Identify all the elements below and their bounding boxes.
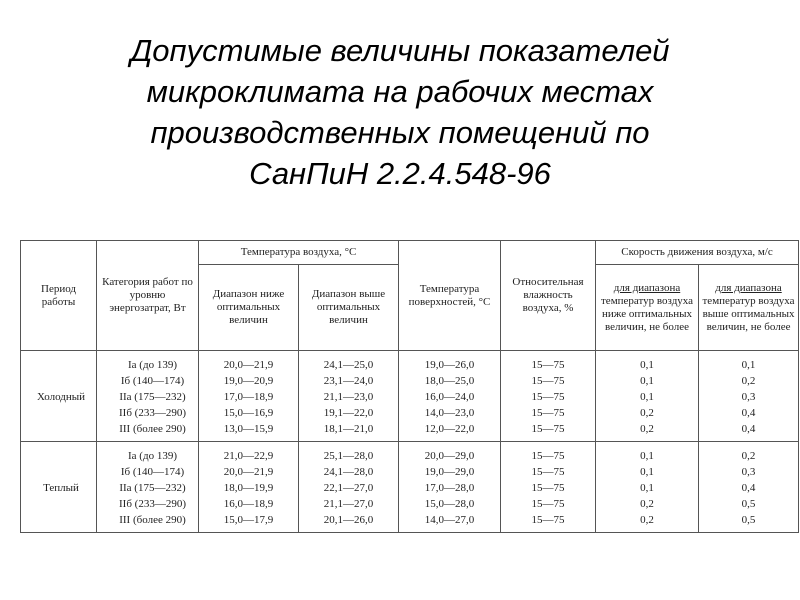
cell-humidity — [501, 442, 596, 533]
value-speed-below: 0,2 — [640, 407, 654, 419]
cell-humidity — [501, 351, 596, 442]
value-below: 20,0—21,9 — [223, 466, 274, 478]
value-speed-above: 0,3 — [741, 466, 756, 478]
header-speed-below: для диапазона температур воздуха ниже оптимальных величин, не более — [596, 265, 699, 351]
value-below: 18,0—19,9 — [223, 482, 274, 494]
header-humidity: Относительная влажность воздуха, % — [501, 241, 596, 351]
cell-speed-above — [699, 351, 799, 442]
title-line: производственных помещений по — [150, 115, 650, 150]
value-above: 24,1—28,0 — [323, 466, 374, 478]
value-speed-below: 0,1 — [640, 359, 654, 371]
value-below: 13,0—15,9 — [223, 423, 274, 435]
value-speed-below: 0,1 — [640, 450, 654, 462]
value-surface: 17,0—28,0 — [424, 482, 475, 494]
value-category: III (более 290) — [119, 514, 186, 526]
value-above: 23,1—24,0 — [323, 375, 374, 387]
title-line: СанПиН 2.2.4.548-96 — [249, 156, 551, 191]
value-speed-above: 0,2 — [741, 450, 756, 462]
microclimate-table-container — [20, 240, 798, 533]
value-humidity: 15—75 — [531, 423, 565, 435]
value-humidity: 15—75 — [531, 482, 565, 494]
value-surface: 14,0—27,0 — [424, 514, 475, 526]
header-below-optimal: Диапазон ниже оптимальных величин — [199, 265, 299, 351]
cell-speed-below — [596, 442, 699, 533]
value-above: 20,1—26,0 — [323, 514, 374, 526]
value-below: 15,0—16,9 — [223, 407, 274, 419]
value-humidity: 15—75 — [531, 514, 565, 526]
value-speed-below: 0,1 — [640, 391, 654, 403]
value-below: 21,0—22,9 — [223, 450, 274, 462]
value-category: IIб (233—290) — [119, 498, 186, 510]
cell-speed-above — [699, 442, 799, 533]
cell-above-optimal — [299, 442, 399, 533]
value-category: Iа (до 139) — [128, 359, 177, 371]
slide-title — [60, 30, 740, 194]
value-speed-above: 0,4 — [741, 407, 756, 419]
value-below: 19,0—20,9 — [223, 375, 274, 387]
value-category: Iб (140—174) — [120, 466, 185, 478]
value-speed-above: 0,4 — [741, 482, 756, 494]
cell-surface-temperature — [399, 442, 501, 533]
value-speed-above: 0,3 — [741, 391, 756, 403]
value-above: 18,1—21,0 — [323, 423, 374, 435]
title-line: микроклимата на рабочих местах — [146, 74, 654, 109]
value-speed-above: 0,1 — [741, 359, 756, 371]
value-surface: 19,0—29,0 — [424, 466, 475, 478]
value-below: 16,0—18,9 — [223, 498, 274, 510]
value-category: Iа (до 139) — [128, 450, 177, 462]
value-speed-above: 0,5 — [741, 514, 756, 526]
value-surface: 18,0—25,0 — [424, 375, 475, 387]
value-speed-above: 0,5 — [741, 498, 756, 510]
header-air-speed: Скорость движения воздуха, м/с — [596, 241, 799, 265]
cell-above-optimal — [299, 351, 399, 442]
value-surface: 14,0—23,0 — [424, 407, 475, 419]
value-humidity: 15—75 — [531, 450, 565, 462]
value-surface: 15,0—28,0 — [424, 498, 475, 510]
table-row-group — [21, 442, 799, 533]
microclimate-table — [20, 240, 799, 533]
table-row-group — [21, 351, 799, 442]
value-surface: 20,0—29,0 — [424, 450, 475, 462]
cell-below-optimal — [199, 442, 299, 533]
value-surface: 19,0—26,0 — [424, 359, 475, 371]
cell-speed-below — [596, 351, 699, 442]
value-category: IIа (175—232) — [119, 391, 186, 403]
title-line: Допустимые величины показателей — [130, 33, 670, 68]
period-label: Холодный — [36, 391, 86, 403]
value-humidity: 15—75 — [531, 407, 565, 419]
value-speed-below: 0,2 — [640, 498, 654, 510]
header-period: Период работы — [21, 241, 97, 351]
value-above: 21,1—23,0 — [323, 391, 374, 403]
header-above-optimal: Диапазон выше оптимальных величин — [299, 265, 399, 351]
cell-category — [97, 442, 199, 533]
value-speed-below: 0,1 — [640, 482, 654, 494]
header-surface-temperature: Температура поверхностей, °С — [399, 241, 501, 351]
value-category: IIа (175—232) — [119, 482, 186, 494]
value-humidity: 15—75 — [531, 466, 565, 478]
value-category: IIб (233—290) — [119, 407, 186, 419]
header-row-top — [21, 241, 799, 265]
value-humidity: 15—75 — [531, 375, 565, 387]
value-below: 15,0—17,9 — [223, 514, 274, 526]
period-label: Теплый — [43, 482, 79, 494]
value-speed-below: 0,1 — [640, 466, 654, 478]
value-below: 20,0—21,9 — [223, 359, 274, 371]
header-category: Категория работ по уровню энергозатрат, Вт — [97, 241, 199, 351]
value-above: 25,1—28,0 — [323, 450, 374, 462]
header-speed-above: для диапазона температур воздуха выше оптимальных величин, не более — [699, 265, 799, 351]
value-speed-below: 0,1 — [640, 375, 654, 387]
cell-period — [21, 442, 97, 533]
cell-surface-temperature — [399, 351, 501, 442]
value-above: 22,1—27,0 — [323, 482, 374, 494]
value-surface: 16,0—24,0 — [424, 391, 475, 403]
value-humidity: 15—75 — [531, 391, 565, 403]
header-air-temperature: Температура воздуха, °С — [199, 241, 399, 265]
value-below: 17,0—18,9 — [223, 391, 274, 403]
value-speed-above: 0,2 — [741, 375, 756, 387]
cell-period — [21, 351, 97, 442]
value-category: III (более 290) — [119, 423, 186, 435]
value-category: Iб (140—174) — [120, 375, 185, 387]
value-above: 21,1—27,0 — [323, 498, 374, 510]
value-speed-below: 0,2 — [640, 514, 654, 526]
value-humidity: 15—75 — [531, 359, 565, 371]
value-surface: 12,0—22,0 — [424, 423, 475, 435]
cell-category — [97, 351, 199, 442]
cell-below-optimal — [199, 351, 299, 442]
value-speed-below: 0,2 — [640, 423, 654, 435]
table-body — [21, 351, 799, 533]
value-above: 24,1—25,0 — [323, 359, 374, 371]
value-speed-above: 0,4 — [741, 423, 756, 435]
value-humidity: 15—75 — [531, 498, 565, 510]
value-above: 19,1—22,0 — [323, 407, 374, 419]
